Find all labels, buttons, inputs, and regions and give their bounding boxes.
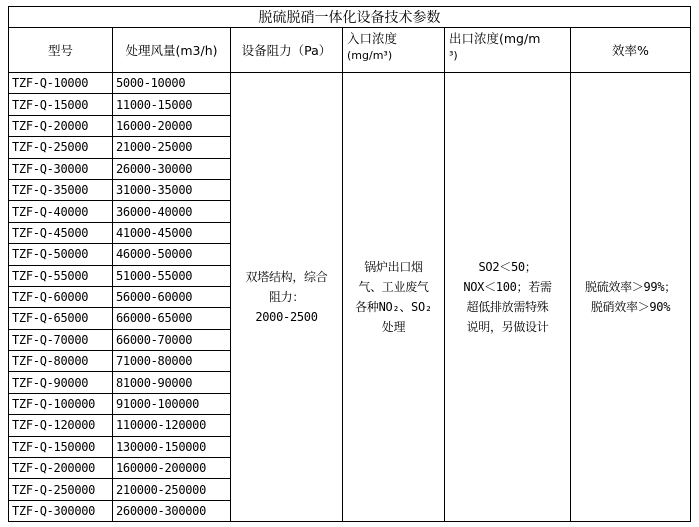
resistance-cell-line: 阻力： [268,290,305,305]
resistance-cell [231,73,343,522]
header-model: 型号 [9,28,113,73]
model-cell: TZF-Q-80000 [9,351,113,372]
resistance-cell-line: 2000-2500 [255,310,318,325]
airflow-cell: 66000-70000 [113,329,231,350]
model-cell: TZF-Q-70000 [9,329,113,350]
airflow-cell: 91000-100000 [113,393,231,414]
header-efficiency: 效率% [571,28,691,73]
outlet-cell-line: 超低排放需特殊 [466,300,549,315]
model-cell: TZF-Q-10000 [9,73,113,94]
model-cell: TZF-Q-55000 [9,265,113,286]
model-cell: TZF-Q-25000 [9,137,113,158]
model-cell: TZF-Q-120000 [9,415,113,436]
model-cell: TZF-Q-90000 [9,372,113,393]
airflow-cell: 51000-55000 [113,265,231,286]
airflow-cell: 130000-150000 [113,436,231,457]
inlet-cell-line: 气、工业废气 [358,280,429,295]
airflow-cell: 41000-45000 [113,222,231,243]
efficiency-cell-line: 脱硫效率＞99%； [585,280,676,295]
airflow-cell: 36000-40000 [113,201,231,222]
airflow-cell: 160000-200000 [113,458,231,479]
efficiency-cell-line: 脱硝效率＞90% [590,300,671,315]
airflow-cell: 71000-80000 [113,351,231,372]
outlet-cell-line: 说明，另做设计 [466,320,549,335]
table-title: 脱硫脱硝一体化设备技术参数 [9,7,691,28]
model-cell: TZF-Q-200000 [9,458,113,479]
model-cell: TZF-Q-100000 [9,393,113,414]
airflow-cell: 210000-250000 [113,479,231,500]
model-cell: TZF-Q-45000 [9,222,113,243]
table-row [9,73,691,94]
model-cell: TZF-Q-30000 [9,158,113,179]
outlet-cell-line: NOX＜100；若需 [463,280,552,295]
inlet-cell [343,73,445,522]
model-cell: TZF-Q-150000 [9,436,113,457]
airflow-cell: 5000-10000 [113,73,231,94]
model-cell: TZF-Q-40000 [9,201,113,222]
efficiency-cell [571,73,691,522]
airflow-cell: 81000-90000 [113,372,231,393]
header-outlet-label: 出口浓度(mg/m [449,31,541,46]
model-cell: TZF-Q-15000 [9,94,113,115]
header-inlet-unit: (mg/m³) [347,49,393,62]
inlet-cell-line: 各种NO₂、SO₂ [355,300,432,315]
airflow-cell: 21000-25000 [113,137,231,158]
spec-table [8,6,691,522]
airflow-cell: 26000-30000 [113,158,231,179]
model-cell: TZF-Q-65000 [9,308,113,329]
resistance-cell-line: 双塔结构，综合 [245,270,328,285]
outlet-cell [445,73,571,522]
header-inlet-label: 入口浓度 [347,31,398,46]
airflow-cell: 46000-50000 [113,244,231,265]
model-cell: TZF-Q-60000 [9,286,113,307]
model-cell: TZF-Q-50000 [9,244,113,265]
table-body [9,73,691,522]
header-resistance: 设备阻力（Pa） [231,28,343,73]
airflow-cell: 11000-15000 [113,94,231,115]
model-cell: TZF-Q-250000 [9,479,113,500]
inlet-cell-line: 锅炉出口烟 [364,260,423,275]
inlet-cell-line: 处理 [381,320,406,335]
airflow-cell: 66000-65000 [113,308,231,329]
header-outlet-unit: ³) [449,49,458,62]
airflow-cell: 110000-120000 [113,415,231,436]
model-cell: TZF-Q-300000 [9,500,113,521]
airflow-cell: 31000-35000 [113,179,231,200]
header-inlet [343,28,445,73]
model-cell: TZF-Q-20000 [9,115,113,136]
airflow-cell: 16000-20000 [113,115,231,136]
airflow-cell: 260000-300000 [113,500,231,521]
header-airflow: 处理风量(m3/h) [113,28,231,73]
outlet-cell-line: SO2＜50； [478,260,537,275]
model-cell: TZF-Q-35000 [9,179,113,200]
airflow-cell: 56000-60000 [113,286,231,307]
header-outlet [445,28,571,73]
